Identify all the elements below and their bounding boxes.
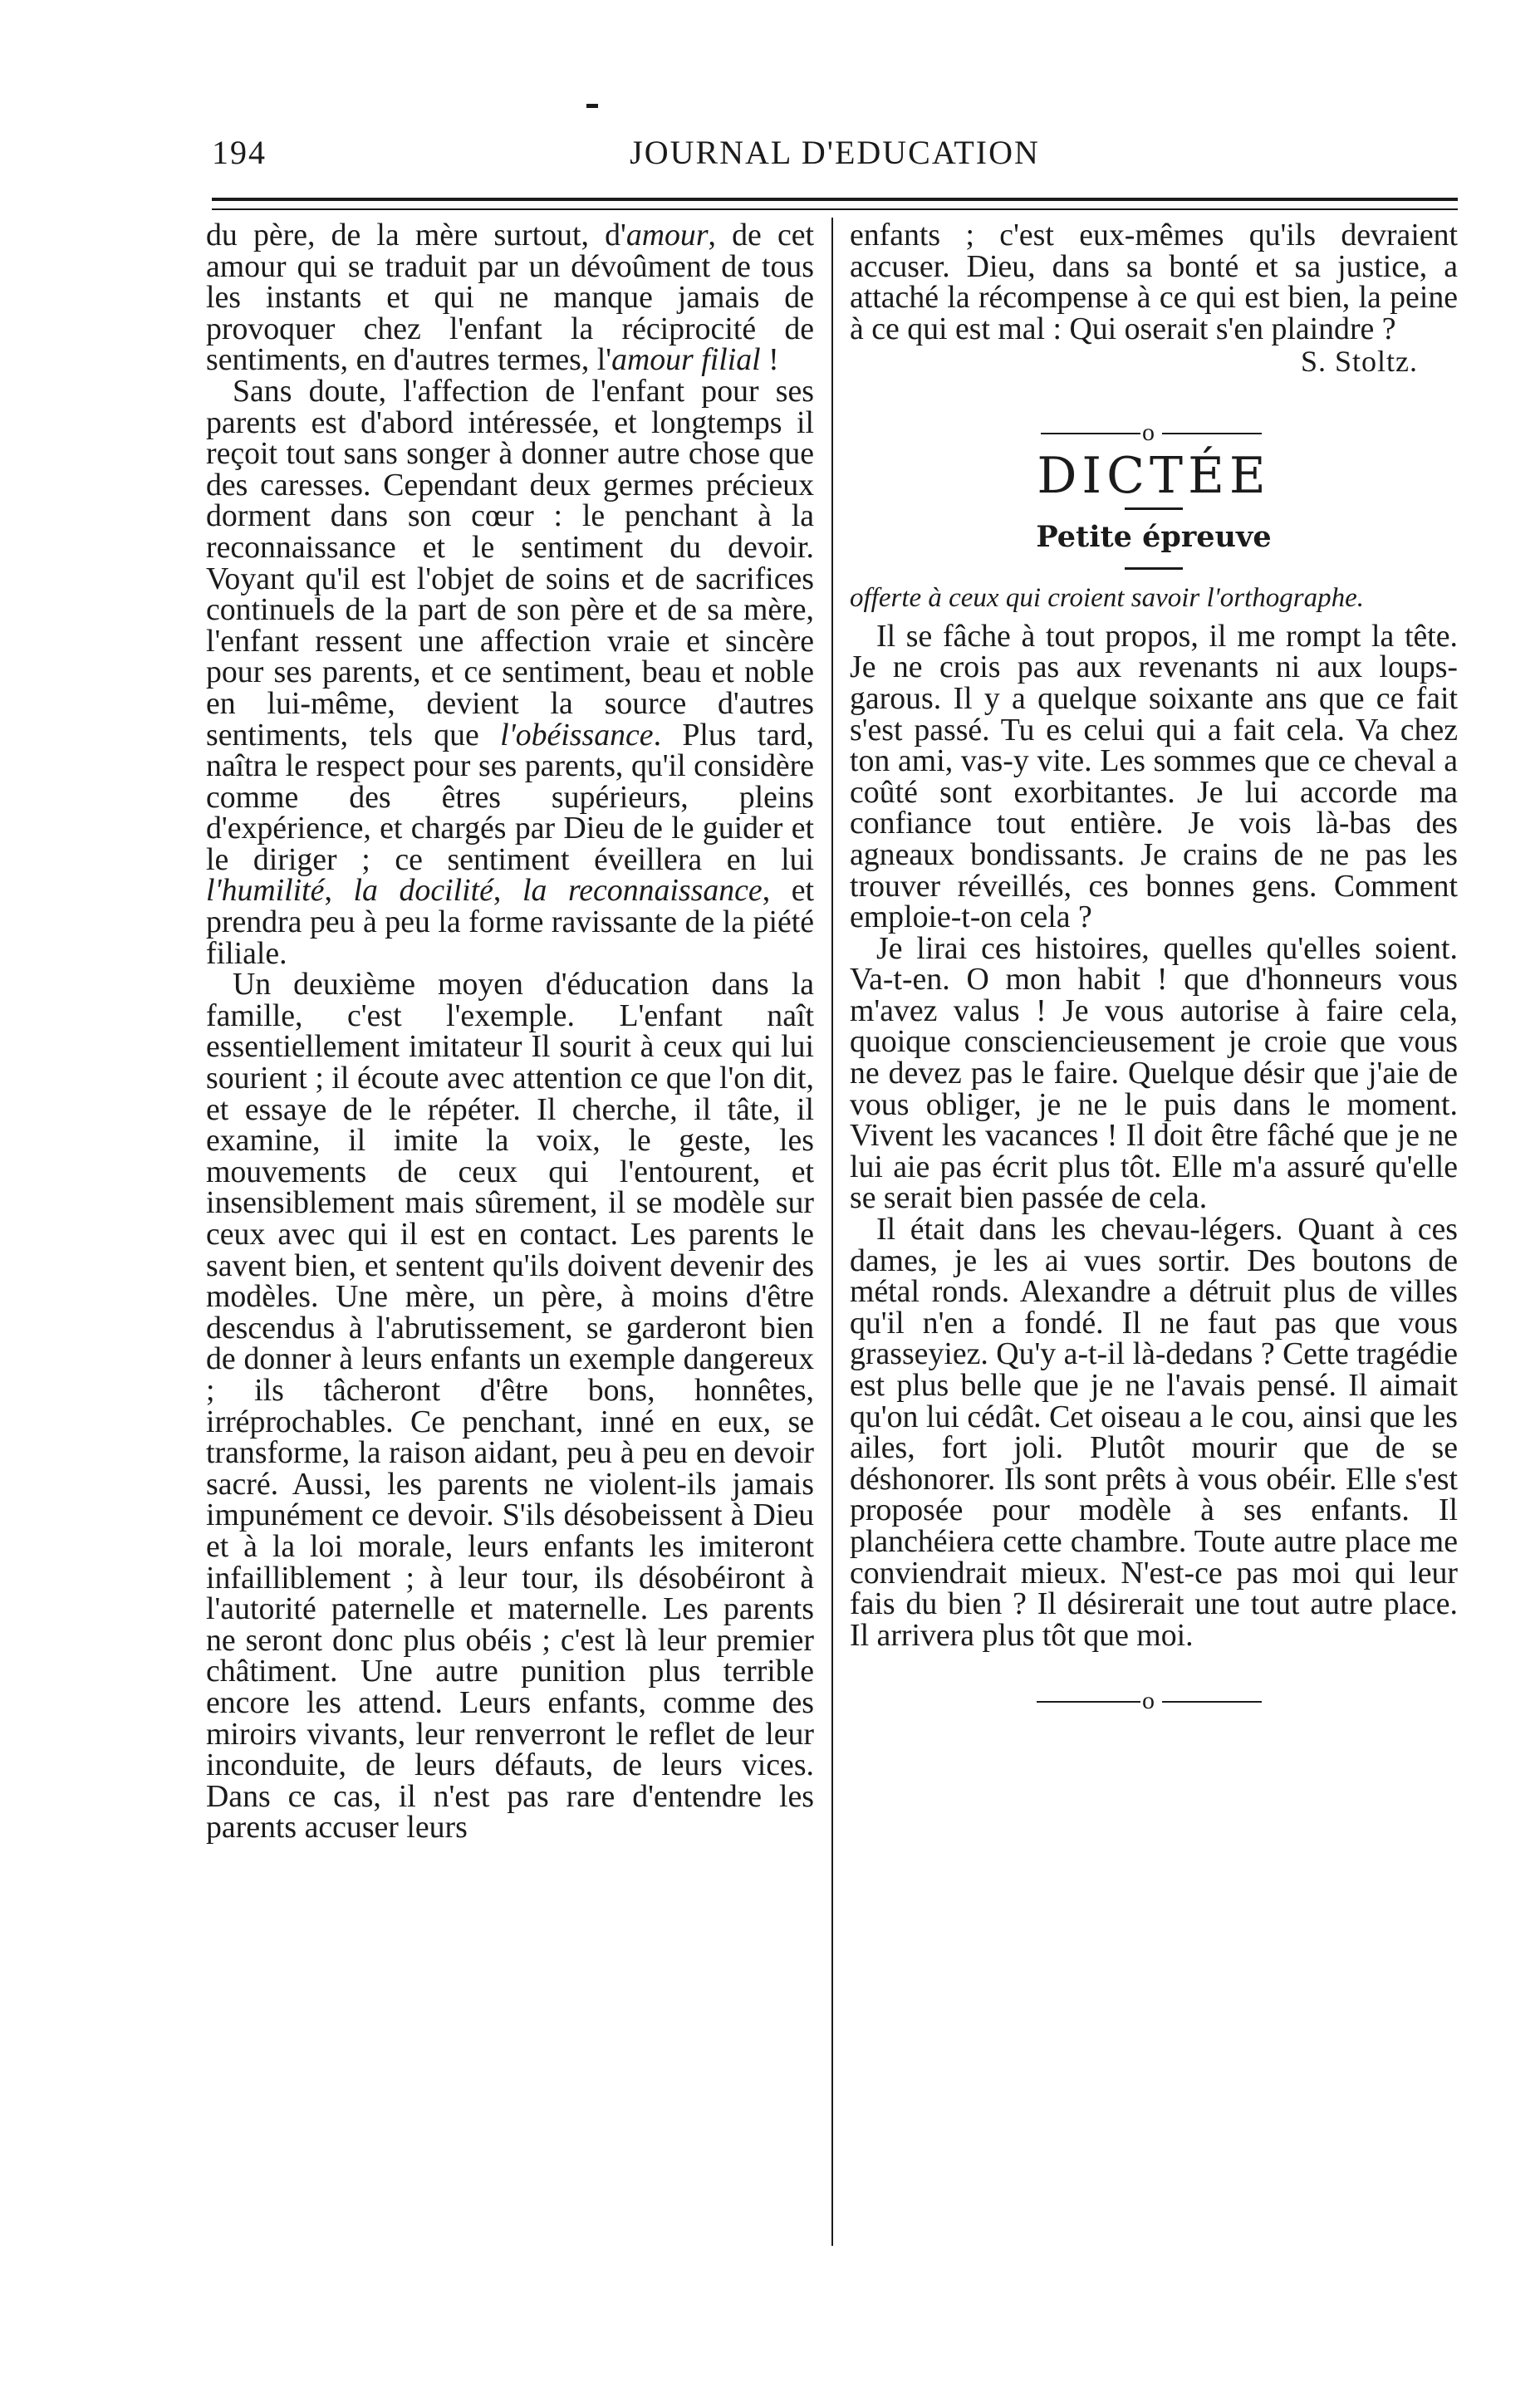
emphasized-text: la reconnaissance — [522, 873, 763, 909]
page-header — [212, 133, 1458, 183]
emphasized-text: amour — [625, 218, 709, 252]
text-run: Un deuxième moyen d'éducation dans la famille, c'est l'exemple. L'enfant naît essentiellement imitateur Il sourit à ceux qui lui sourient ; il écoute avec attention ce que l'on dit, et essaye de le répéter. Il cherche, il tâte, il examine, il imite la voix, le geste, les mouvements de ceux qui l'entourent, et insensiblement mais sûrement, il se modèle sur ceux avec qui il est en contact. Les parents le savent bien, et sentent qu'ils doivent devenir des modèles. Une mère, un père, à moins d'être descendus à l'abrutissement, se garderont bien de donner à leurs enfants un exemple dangereux ; ils tâcheront d'être bons, honnêtes, irréprochables. Ce penchant, inné en eux, se transforme, la raison aidant, peu à peu en devoir sacré. Aussi, les parents ne violent-ils jamais impunément ce devoir. S'ils désobeissent à Dieu et à la loi morale, leurs enfants les imiteront infailliblement ; à leur tour, ils désobéiront à l'autorité paternelle et maternelle. Les parents ne seront donc plus obéis ; c'est là leur premier châtiment. Une autre punition plus terrible encore les attend. Leurs enfants, comme des miroirs vivants, leur renverront le reflet de leur inconduite, de leurs défauts, de leurs vices. Dans ce cas, il n'est pas rare d'entendre les parents accuser leurs — [206, 967, 814, 1846]
separator-symbol: o — [1142, 1687, 1155, 1715]
text-run: . Plus tard, naîtra le respect pour ses parents, qu'il considère comme des êtres supérieurs, pleins d'expérience, et chargés par Dieu de le guider et le diriger ; ce sentiment éveillera en lui — [206, 717, 814, 877]
emphasized-text: amour filial — [611, 342, 761, 378]
article-paragraph — [206, 969, 814, 1844]
title-rule — [1125, 507, 1183, 510]
section-separator — [850, 416, 1458, 449]
column-divider — [831, 218, 833, 2246]
article-paragraph — [206, 220, 814, 376]
separator-line — [1162, 433, 1262, 434]
header-rule-thick — [212, 198, 1458, 201]
separator-symbol: o — [1142, 418, 1155, 446]
separator-line — [1037, 1701, 1140, 1703]
text-run: , de cet amour qui se traduit par un dévoûment de tous les instants et qui ne manque jamais de provoquer chez l'enfant la réciprocité de sentiments, en d'autres termes, l' — [206, 218, 815, 378]
text-run: du père, de la mère surtout, d' — [206, 218, 626, 252]
page-number: 194 — [212, 134, 267, 171]
dictee-paragraph: Il était dans les chevau-légers. Quant à ces dames, je les ai vues sortir. Des boutons de métal ronds. Alexandre a détruit plus de villes qu'il n'en a fondé. Il ne faut pas que vous grasseyiez. Qu'y a-t-il là-dedans ? Cette tragédie est plus belle que je ne l'avais pensé. Il aimait qu'on lui cédât. Cet oiseau a le cou, ainsi que les ailes, fort joli. Plutôt mourir que de se déshonorer. Ils sont prêts à vous obéir. Elle s'est proposée pour modèle à ses enfants. Il planchéiera cette chambre. Toute autre place me conviendrait mieux. N'est-ce pas moi qui leur fais du bien ? Il désirerait une tout autre place. Il arrivera plus tôt que moi. — [850, 1212, 1458, 1653]
dictee-subtitle: Petite épreuve — [1036, 519, 1272, 554]
emphasized-text: l'humilité — [206, 873, 325, 909]
separator-line — [1041, 433, 1140, 434]
article-paragraph — [206, 373, 815, 971]
dictee-body — [850, 618, 1458, 1653]
text-run: ! — [760, 342, 779, 378]
header-rule-thin — [212, 208, 1458, 210]
emphasized-text: la docilité — [353, 873, 493, 909]
running-head: JOURNAL D'EDUCATION — [630, 134, 1040, 171]
continuation-paragraph: enfants ; c'est eux-mêmes qu'ils devraient accuser. Dieu, dans sa bonté et sa justice, a attaché la récompense à ce qui est bien, la peine à ce qui est mal : Qui oserait s'en plaindre ? — [850, 218, 1458, 346]
text-run: , — [493, 873, 522, 909]
text-run: , et prendra peu à peu la forme ravissante de la piété filiale. — [206, 873, 815, 971]
text-run: , — [324, 873, 354, 909]
dedication-line: offerte à ceux qui croient savoir l'orthographe. — [850, 583, 1364, 614]
dictee-title: DICTÉE — [1037, 446, 1271, 505]
left-column — [206, 220, 814, 1844]
text-run: Sans doute, l'affection de l'enfant pour ses parents est d'abord intéressée, et longtemps il reçoit tout sans songer à donner autre chose que des caresses. Cependant deux germes précieux dorment dans son cœur : le penchant à la reconnaissance et le sentiment du devoir. Voyant qu'il est l'objet de soins et de sacrifices continuels de la part de son père et de sa mère, l'enfant ressent une affection vraie et sincère pour ses parents, et ce sentiment, beau et noble en lui-même, devient la source d'autres sentiments, tels que — [206, 373, 814, 752]
end-separator — [850, 1684, 1458, 1718]
dictee-paragraph: Je lirai ces histoires, quelles qu'elles soient. Va-t-en. O mon habit ! que d'honneurs vous m'avez valus ! Je vous autorise à faire cela, quoique consciencieusement je croie que vous ne devez pas le faire. Quelque désir que j'aie de vous obliger, je ne le puis dans le moment. Vivent les vacances ! Il doit être fâché que je ne lui aie pas écrit plus tôt. Elle m'a assuré qu'elle se serait bien passée de cela. — [850, 930, 1458, 1216]
separator-line — [1162, 1701, 1262, 1703]
dictee-paragraph: Il se fâche à tout propos, il me rompt la tête. Je ne crois pas aux revenants ni aux loups-garous. Il y a quelque soixante ans que ce fait s'est passé. Tu es celui qui a fait cela. Va chez ton ami, vas-y vite. Les sommes que ce cheval a coûté sont exorbitantes. Je lui accorde ma confiance tout entière. Je vois là-bas des agneaux bondissants. Je crains de ne pas les trouver réveillés, ces bonnes gens. Comment emploie-t-on cela ? — [850, 618, 1458, 935]
author-signature: S. Stoltz. — [1300, 345, 1418, 379]
subtitle-rule — [1125, 567, 1183, 570]
emphasized-text: l'obéissance — [500, 717, 654, 752]
print-mark — [586, 104, 598, 108]
right-column — [850, 220, 1458, 1718]
